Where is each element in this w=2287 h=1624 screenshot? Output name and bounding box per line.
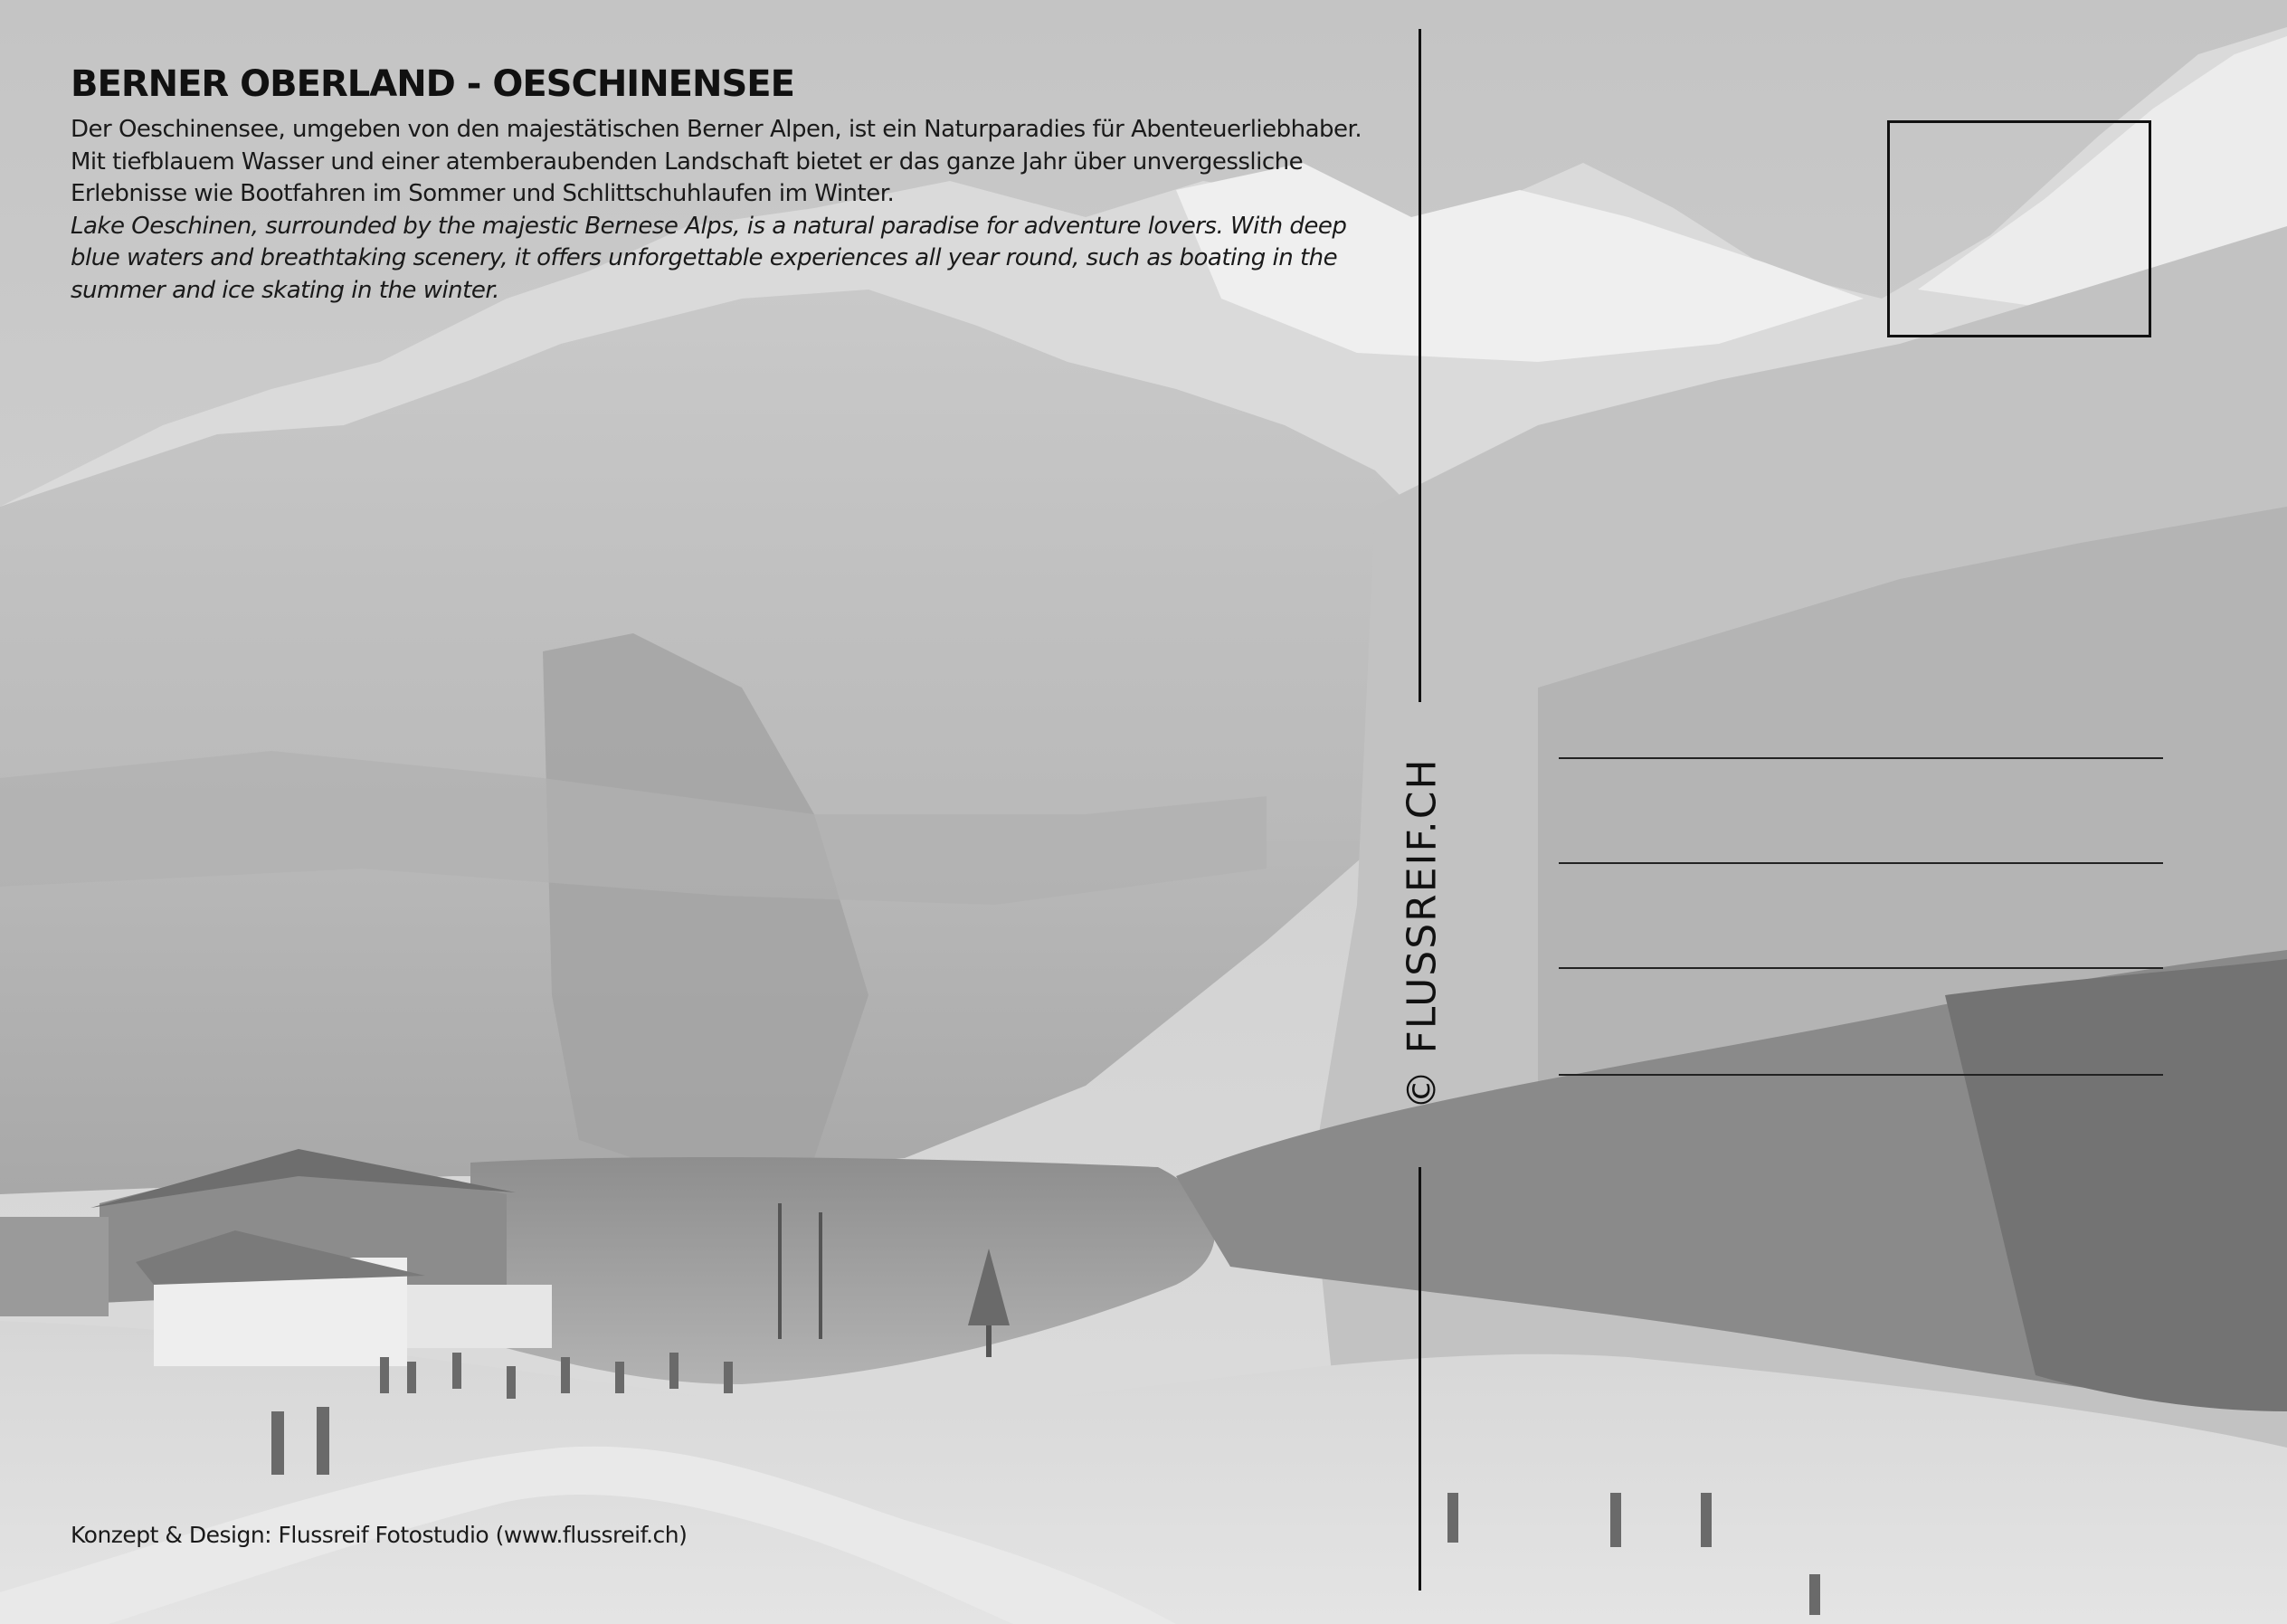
postcard-title: BERNER OBERLAND - OESCHINENSEE [71,63,794,105]
copyright-label: © FLUSSREIF.CH [1399,757,1446,1110]
address-line-4 [1559,1074,2163,1076]
design-credit: Konzept & Design: Flussreif Fotostudio (www.flussreif.ch) [71,1522,688,1548]
tree [986,1321,992,1357]
description-block [71,114,1373,307]
description-english: Lake Oeschinen, surrounded by the majestic Bernese Alps, is a natural paradise for adventure lovers. With deep blue waters and breathtaking scenery, it offers unforgettable experiences all year round, such as boating in the summer and ice skating in the winter. [71,212,1347,304]
flagpole [819,1212,822,1339]
description-german: Der Oeschinensee, umgeben von den majestätischen Berner Alpen, ist ein Naturparadies für Abenteuerliebhaber. Mit tiefblauem Wasser und einer atemberaubenden Landschaft bietet er das ganze Jahr über unvergessliche Erlebnisse wie Bootfahren im Sommer und Schlittschuhlaufen im Winter. [71,116,1362,207]
address-line-3 [1559,967,2163,969]
flagpole [778,1203,782,1339]
center-divider-bottom [1419,1167,1421,1591]
address-line-1 [1559,757,2163,759]
stamp-box [1887,120,2151,337]
center-divider-top [1419,29,1421,702]
address-line-2 [1559,862,2163,864]
